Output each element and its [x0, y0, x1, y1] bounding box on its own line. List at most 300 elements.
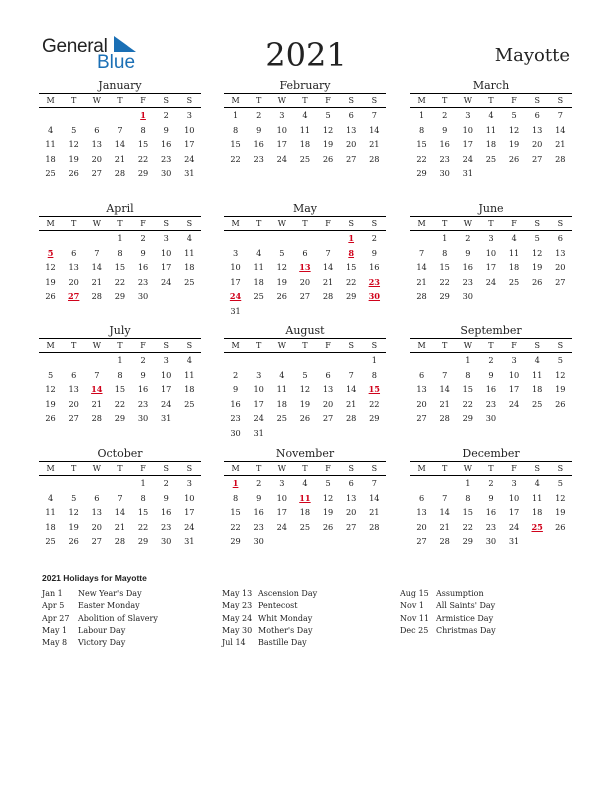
holiday-date: Nov 1	[400, 601, 424, 611]
holiday-column	[42, 588, 158, 649]
day-cell: 17	[508, 384, 520, 395]
day-cell: 3	[163, 355, 169, 365]
day-cell: 20	[345, 507, 357, 518]
month-november	[224, 447, 386, 549]
weekday-label: T	[488, 341, 494, 350]
day-cell: 21	[555, 139, 566, 150]
holiday-name: Easter Monday	[78, 601, 140, 611]
month-name: April	[106, 202, 134, 215]
weekday-label: T	[442, 341, 448, 350]
day-cell: 28	[91, 291, 103, 302]
weekday-label: T	[442, 219, 448, 228]
day-cell: 12	[555, 369, 566, 380]
day-cell: 22	[439, 276, 450, 287]
day-cell: 20	[322, 398, 334, 409]
empty-day-cell	[39, 476, 62, 491]
day-cell: 1	[465, 478, 471, 488]
weekday-label: S	[534, 341, 540, 350]
week-row	[410, 260, 572, 275]
day-cell: 23	[137, 398, 149, 409]
holiday-day-cell: 1	[232, 478, 239, 488]
weekday-label: M	[231, 341, 240, 350]
day-cell: 30	[485, 536, 497, 547]
holiday-day-cell: 14	[91, 384, 103, 395]
weekday-label: T	[117, 341, 123, 350]
day-cell: 17	[253, 398, 264, 409]
holiday-name: Victory Day	[78, 638, 126, 648]
day-cell: 25	[485, 153, 497, 164]
day-cell: 19	[555, 507, 566, 518]
day-cell: 6	[418, 369, 425, 380]
weekday-label: M	[46, 96, 55, 105]
day-cell: 1	[442, 233, 448, 243]
day-cell: 5	[279, 247, 285, 258]
day-cell: 13	[345, 492, 357, 503]
week-row	[39, 382, 201, 397]
day-cell: 1	[232, 110, 239, 120]
day-cell: 27	[416, 413, 427, 424]
day-cell: 16	[485, 507, 497, 518]
week-row	[224, 152, 386, 167]
day-cell: 27	[322, 413, 334, 424]
day-cell: 24	[276, 153, 288, 164]
weekday-label: W	[277, 464, 286, 473]
day-cell: 27	[299, 291, 311, 302]
day-cell: 19	[508, 139, 520, 150]
weekday-label: S	[186, 341, 193, 350]
day-cell: 2	[371, 233, 377, 243]
empty-day-cell	[85, 108, 108, 123]
weekday-label: F	[511, 341, 517, 350]
month-april	[39, 202, 201, 304]
day-cell: 15	[137, 139, 149, 150]
day-cell: 16	[137, 384, 149, 395]
week-row	[224, 123, 386, 138]
empty-day-cell	[62, 108, 85, 123]
day-cell: 6	[418, 492, 425, 503]
day-cell: 12	[45, 384, 56, 395]
day-cell: 13	[531, 124, 543, 135]
day-cell: 22	[345, 276, 357, 287]
day-cell: 17	[160, 384, 172, 395]
day-cell: 27	[416, 536, 427, 547]
day-cell: 13	[91, 507, 103, 518]
empty-day-cell	[340, 534, 363, 549]
day-cell: 21	[322, 276, 334, 287]
empty-day-cell	[178, 289, 201, 304]
day-cell: 28	[369, 521, 380, 532]
day-cell: 2	[232, 369, 239, 380]
week-row	[224, 108, 386, 123]
day-cell: 10	[508, 492, 520, 503]
empty-day-cell	[363, 534, 386, 549]
day-cell: 8	[371, 369, 377, 380]
day-cell: 5	[302, 369, 308, 380]
weekday-label: S	[186, 219, 193, 228]
day-cell: 7	[94, 247, 100, 258]
day-cell: 3	[279, 478, 285, 488]
holiday-date: Apr 5	[42, 601, 65, 611]
weekday-label: F	[140, 341, 146, 350]
day-cell: 14	[369, 124, 380, 135]
month-december	[410, 447, 572, 549]
weekday-header	[39, 338, 201, 353]
day-cell: 28	[555, 153, 566, 164]
day-cell: 29	[369, 413, 380, 424]
empty-day-cell	[526, 534, 549, 549]
day-cell: 31	[160, 413, 172, 424]
day-cell: 3	[511, 478, 517, 488]
empty-day-cell	[433, 353, 456, 368]
day-cell: 1	[465, 355, 471, 365]
weekday-label: T	[117, 464, 123, 473]
day-cell: 31	[508, 536, 520, 547]
day-cell: 8	[140, 124, 146, 135]
month-february	[224, 79, 386, 166]
day-cell: 19	[68, 521, 79, 532]
day-cell: 16	[439, 139, 450, 150]
day-cell: 4	[186, 233, 192, 243]
day-cell: 19	[45, 276, 56, 287]
holiday-day-cell: 23	[368, 276, 381, 287]
day-cell: 20	[416, 521, 427, 532]
day-cell: 8	[418, 124, 425, 135]
day-cell: 9	[371, 247, 377, 258]
empty-day-cell	[224, 353, 247, 368]
day-cell: 25	[45, 536, 56, 547]
day-cell: 30	[485, 413, 497, 424]
month-name: February	[279, 79, 331, 92]
weekday-label: S	[534, 464, 540, 473]
empty-day-cell	[85, 353, 108, 368]
empty-day-cell	[178, 411, 201, 426]
day-cell: 23	[485, 521, 497, 532]
day-cell: 5	[71, 124, 77, 135]
day-cell: 17	[160, 262, 172, 273]
holiday-day-cell: 30	[368, 291, 381, 302]
weekday-label: F	[140, 96, 146, 105]
day-cell: 19	[45, 398, 56, 409]
weekday-label: W	[92, 96, 101, 105]
day-cell: 23	[137, 276, 149, 287]
day-cell: 13	[322, 384, 334, 395]
week-row	[39, 260, 201, 275]
empty-day-cell	[85, 231, 108, 246]
weekday-label: S	[557, 464, 564, 473]
day-cell: 18	[299, 139, 311, 150]
day-cell: 26	[45, 413, 56, 424]
week-row	[410, 123, 572, 138]
day-cell: 5	[71, 492, 77, 503]
day-cell: 3	[186, 478, 192, 488]
day-cell: 18	[485, 139, 497, 150]
day-cell: 18	[508, 262, 520, 273]
day-cell: 2	[140, 233, 146, 243]
week-row	[224, 353, 386, 368]
month-august	[224, 324, 386, 441]
day-cell: 24	[462, 153, 474, 164]
weekday-label: M	[231, 96, 240, 105]
weekday-label: S	[371, 96, 378, 105]
holiday-day-cell: 13	[299, 262, 311, 273]
weekday-label: T	[302, 219, 308, 228]
empty-day-cell	[39, 353, 62, 368]
empty-day-cell	[317, 534, 340, 549]
holiday-name: Bastille Day	[258, 638, 307, 648]
empty-day-cell	[479, 289, 502, 304]
weekday-label: S	[348, 464, 354, 473]
weekday-label: T	[488, 464, 494, 473]
holiday-date: Apr 27	[42, 613, 70, 623]
day-cell: 10	[253, 384, 264, 395]
weekday-label: W	[463, 341, 472, 350]
day-cell: 3	[163, 233, 169, 243]
weekday-label: T	[442, 464, 448, 473]
day-cell: 18	[531, 507, 543, 518]
day-cell: 10	[184, 492, 195, 503]
holiday-entry	[400, 600, 496, 612]
day-cell: 11	[184, 369, 195, 380]
day-cell: 27	[345, 521, 357, 532]
day-cell: 24	[508, 398, 520, 409]
day-cell: 9	[140, 369, 146, 380]
week-row	[224, 368, 386, 383]
day-cell: 2	[442, 110, 448, 120]
empty-day-cell	[247, 231, 270, 246]
empty-day-cell	[526, 411, 549, 426]
day-cell: 24	[276, 521, 288, 532]
day-cell: 11	[531, 492, 543, 503]
day-cell: 23	[160, 521, 172, 532]
empty-day-cell	[340, 426, 363, 441]
week-row	[39, 166, 201, 181]
day-cell: 17	[276, 139, 288, 150]
weekday-label: T	[71, 219, 77, 228]
day-cell: 10	[462, 124, 474, 135]
month-name: June	[478, 202, 504, 215]
day-cell: 8	[117, 247, 123, 258]
week-row	[224, 505, 386, 520]
day-cell: 13	[416, 384, 427, 395]
day-cell: 20	[531, 139, 543, 150]
day-cell: 29	[416, 168, 427, 179]
week-row	[39, 368, 201, 383]
weekday-label: M	[46, 341, 55, 350]
day-cell: 21	[369, 139, 380, 150]
weekday-label: F	[511, 464, 517, 473]
day-cell: 21	[91, 398, 103, 409]
holiday-date: Dec 25	[400, 625, 429, 635]
day-cell: 6	[94, 492, 100, 503]
weekday-label: S	[557, 341, 564, 350]
day-cell: 27	[555, 276, 566, 287]
day-cell: 20	[91, 153, 103, 164]
day-cell: 30	[462, 291, 474, 302]
day-cell: 30	[137, 291, 149, 302]
day-cell: 12	[45, 262, 56, 273]
day-cell: 24	[508, 521, 520, 532]
day-cell: 25	[253, 291, 264, 302]
day-cell: 17	[230, 276, 241, 287]
week-row	[39, 123, 201, 138]
holiday-entry	[400, 613, 496, 625]
day-cell: 2	[256, 110, 262, 120]
day-cell: 13	[68, 384, 79, 395]
holiday-date: Aug 15	[400, 589, 429, 598]
weekday-label: F	[325, 96, 331, 105]
day-cell: 16	[253, 507, 264, 518]
day-cell: 27	[91, 536, 103, 547]
empty-day-cell	[62, 476, 85, 491]
day-cell: 18	[299, 507, 311, 518]
holiday-day-cell: 1	[140, 110, 146, 120]
day-cell: 2	[163, 478, 169, 488]
day-cell: 8	[117, 369, 123, 380]
weekday-label: S	[557, 219, 564, 228]
day-cell: 31	[462, 168, 474, 179]
week-row	[39, 505, 201, 520]
holiday-name: New Year's Day	[78, 589, 142, 598]
day-cell: 23	[439, 153, 450, 164]
empty-day-cell	[503, 411, 526, 426]
month-name: March	[472, 79, 510, 92]
day-cell: 2	[256, 478, 262, 488]
country-name: Mayotte	[494, 45, 570, 66]
day-cell: 16	[253, 139, 264, 150]
day-cell: 3	[186, 110, 192, 120]
day-cell: 25	[531, 398, 543, 409]
day-cell: 17	[184, 139, 195, 150]
week-row	[39, 152, 201, 167]
holiday-day-cell: 15	[368, 384, 381, 395]
day-cell: 17	[508, 507, 520, 518]
weekday-label: S	[348, 341, 354, 350]
weekday-label: S	[371, 341, 378, 350]
day-cell: 27	[68, 413, 79, 424]
day-cell: 9	[465, 247, 471, 258]
weekday-label: S	[348, 96, 354, 105]
day-cell: 15	[439, 262, 450, 273]
empty-day-cell	[293, 304, 316, 319]
holiday-entry	[400, 588, 496, 600]
empty-day-cell	[85, 476, 108, 491]
day-cell: 11	[45, 507, 56, 518]
week-row	[224, 275, 386, 290]
day-cell: 28	[345, 413, 357, 424]
holiday-day-cell: 5	[47, 247, 54, 258]
weekday-label: T	[488, 219, 494, 228]
weekday-label: W	[92, 341, 101, 350]
weekday-label: M	[231, 219, 240, 228]
day-cell: 11	[485, 124, 497, 135]
empty-day-cell	[410, 231, 433, 246]
day-cell: 22	[114, 276, 126, 287]
day-cell: 6	[325, 369, 331, 380]
empty-day-cell	[39, 231, 62, 246]
holiday-date: May 1	[42, 625, 68, 635]
day-cell: 24	[160, 276, 172, 287]
day-cell: 5	[325, 110, 331, 120]
day-cell: 12	[322, 124, 334, 135]
empty-day-cell	[293, 231, 316, 246]
day-cell: 26	[45, 291, 56, 302]
day-cell: 14	[345, 384, 357, 395]
day-cell: 28	[322, 291, 334, 302]
month-june	[410, 202, 572, 304]
day-cell: 28	[369, 153, 380, 164]
month-name: October	[97, 447, 143, 460]
empty-day-cell	[108, 476, 131, 491]
day-cell: 6	[94, 124, 100, 135]
week-row	[224, 397, 386, 412]
day-cell: 8	[442, 247, 448, 258]
day-cell: 13	[555, 247, 566, 258]
day-cell: 9	[163, 492, 169, 503]
empty-day-cell	[549, 166, 572, 181]
day-cell: 31	[184, 168, 195, 179]
empty-day-cell	[549, 411, 572, 426]
day-cell: 16	[160, 507, 172, 518]
day-cell: 14	[555, 124, 566, 135]
day-cell: 15	[114, 384, 126, 395]
day-cell: 4	[511, 233, 517, 243]
day-cell: 30	[439, 168, 450, 179]
weekday-label: F	[325, 464, 331, 473]
day-cell: 15	[462, 507, 474, 518]
weekday-label: S	[163, 96, 169, 105]
holiday-entry	[42, 625, 158, 637]
weekday-label: T	[256, 341, 262, 350]
day-cell: 23	[160, 153, 172, 164]
day-cell: 11	[299, 124, 311, 135]
day-cell: 10	[230, 262, 241, 273]
weekday-label: M	[417, 464, 426, 473]
weekday-label: S	[186, 464, 193, 473]
holidays-title: 2021 Holidays for Mayotte	[42, 573, 147, 583]
day-cell: 6	[557, 233, 563, 243]
week-row	[39, 534, 201, 549]
day-cell: 26	[322, 153, 334, 164]
day-cell: 2	[140, 355, 146, 365]
holiday-date: May 8	[42, 638, 68, 648]
holiday-day-cell: 11	[299, 492, 311, 503]
day-cell: 23	[253, 153, 264, 164]
day-cell: 11	[45, 139, 56, 150]
day-cell: 7	[371, 110, 377, 120]
week-row	[410, 246, 572, 261]
day-cell: 16	[485, 384, 497, 395]
week-row	[224, 231, 386, 246]
day-cell: 9	[232, 384, 239, 395]
month-name: July	[109, 324, 131, 337]
day-cell: 21	[369, 507, 380, 518]
day-cell: 25	[508, 276, 520, 287]
weekday-header	[410, 216, 572, 231]
weekday-header	[224, 93, 386, 108]
weekday-label: T	[71, 96, 77, 105]
day-cell: 7	[418, 247, 425, 258]
day-cell: 6	[302, 247, 308, 258]
holiday-name: Mother's Day	[258, 625, 313, 635]
weekday-label: W	[277, 219, 286, 228]
day-cell: 4	[488, 110, 494, 120]
weekday-label: T	[442, 96, 448, 105]
month-name: August	[285, 324, 325, 337]
week-row	[410, 231, 572, 246]
day-cell: 12	[276, 262, 288, 273]
day-cell: 18	[45, 153, 56, 164]
week-row	[39, 411, 201, 426]
